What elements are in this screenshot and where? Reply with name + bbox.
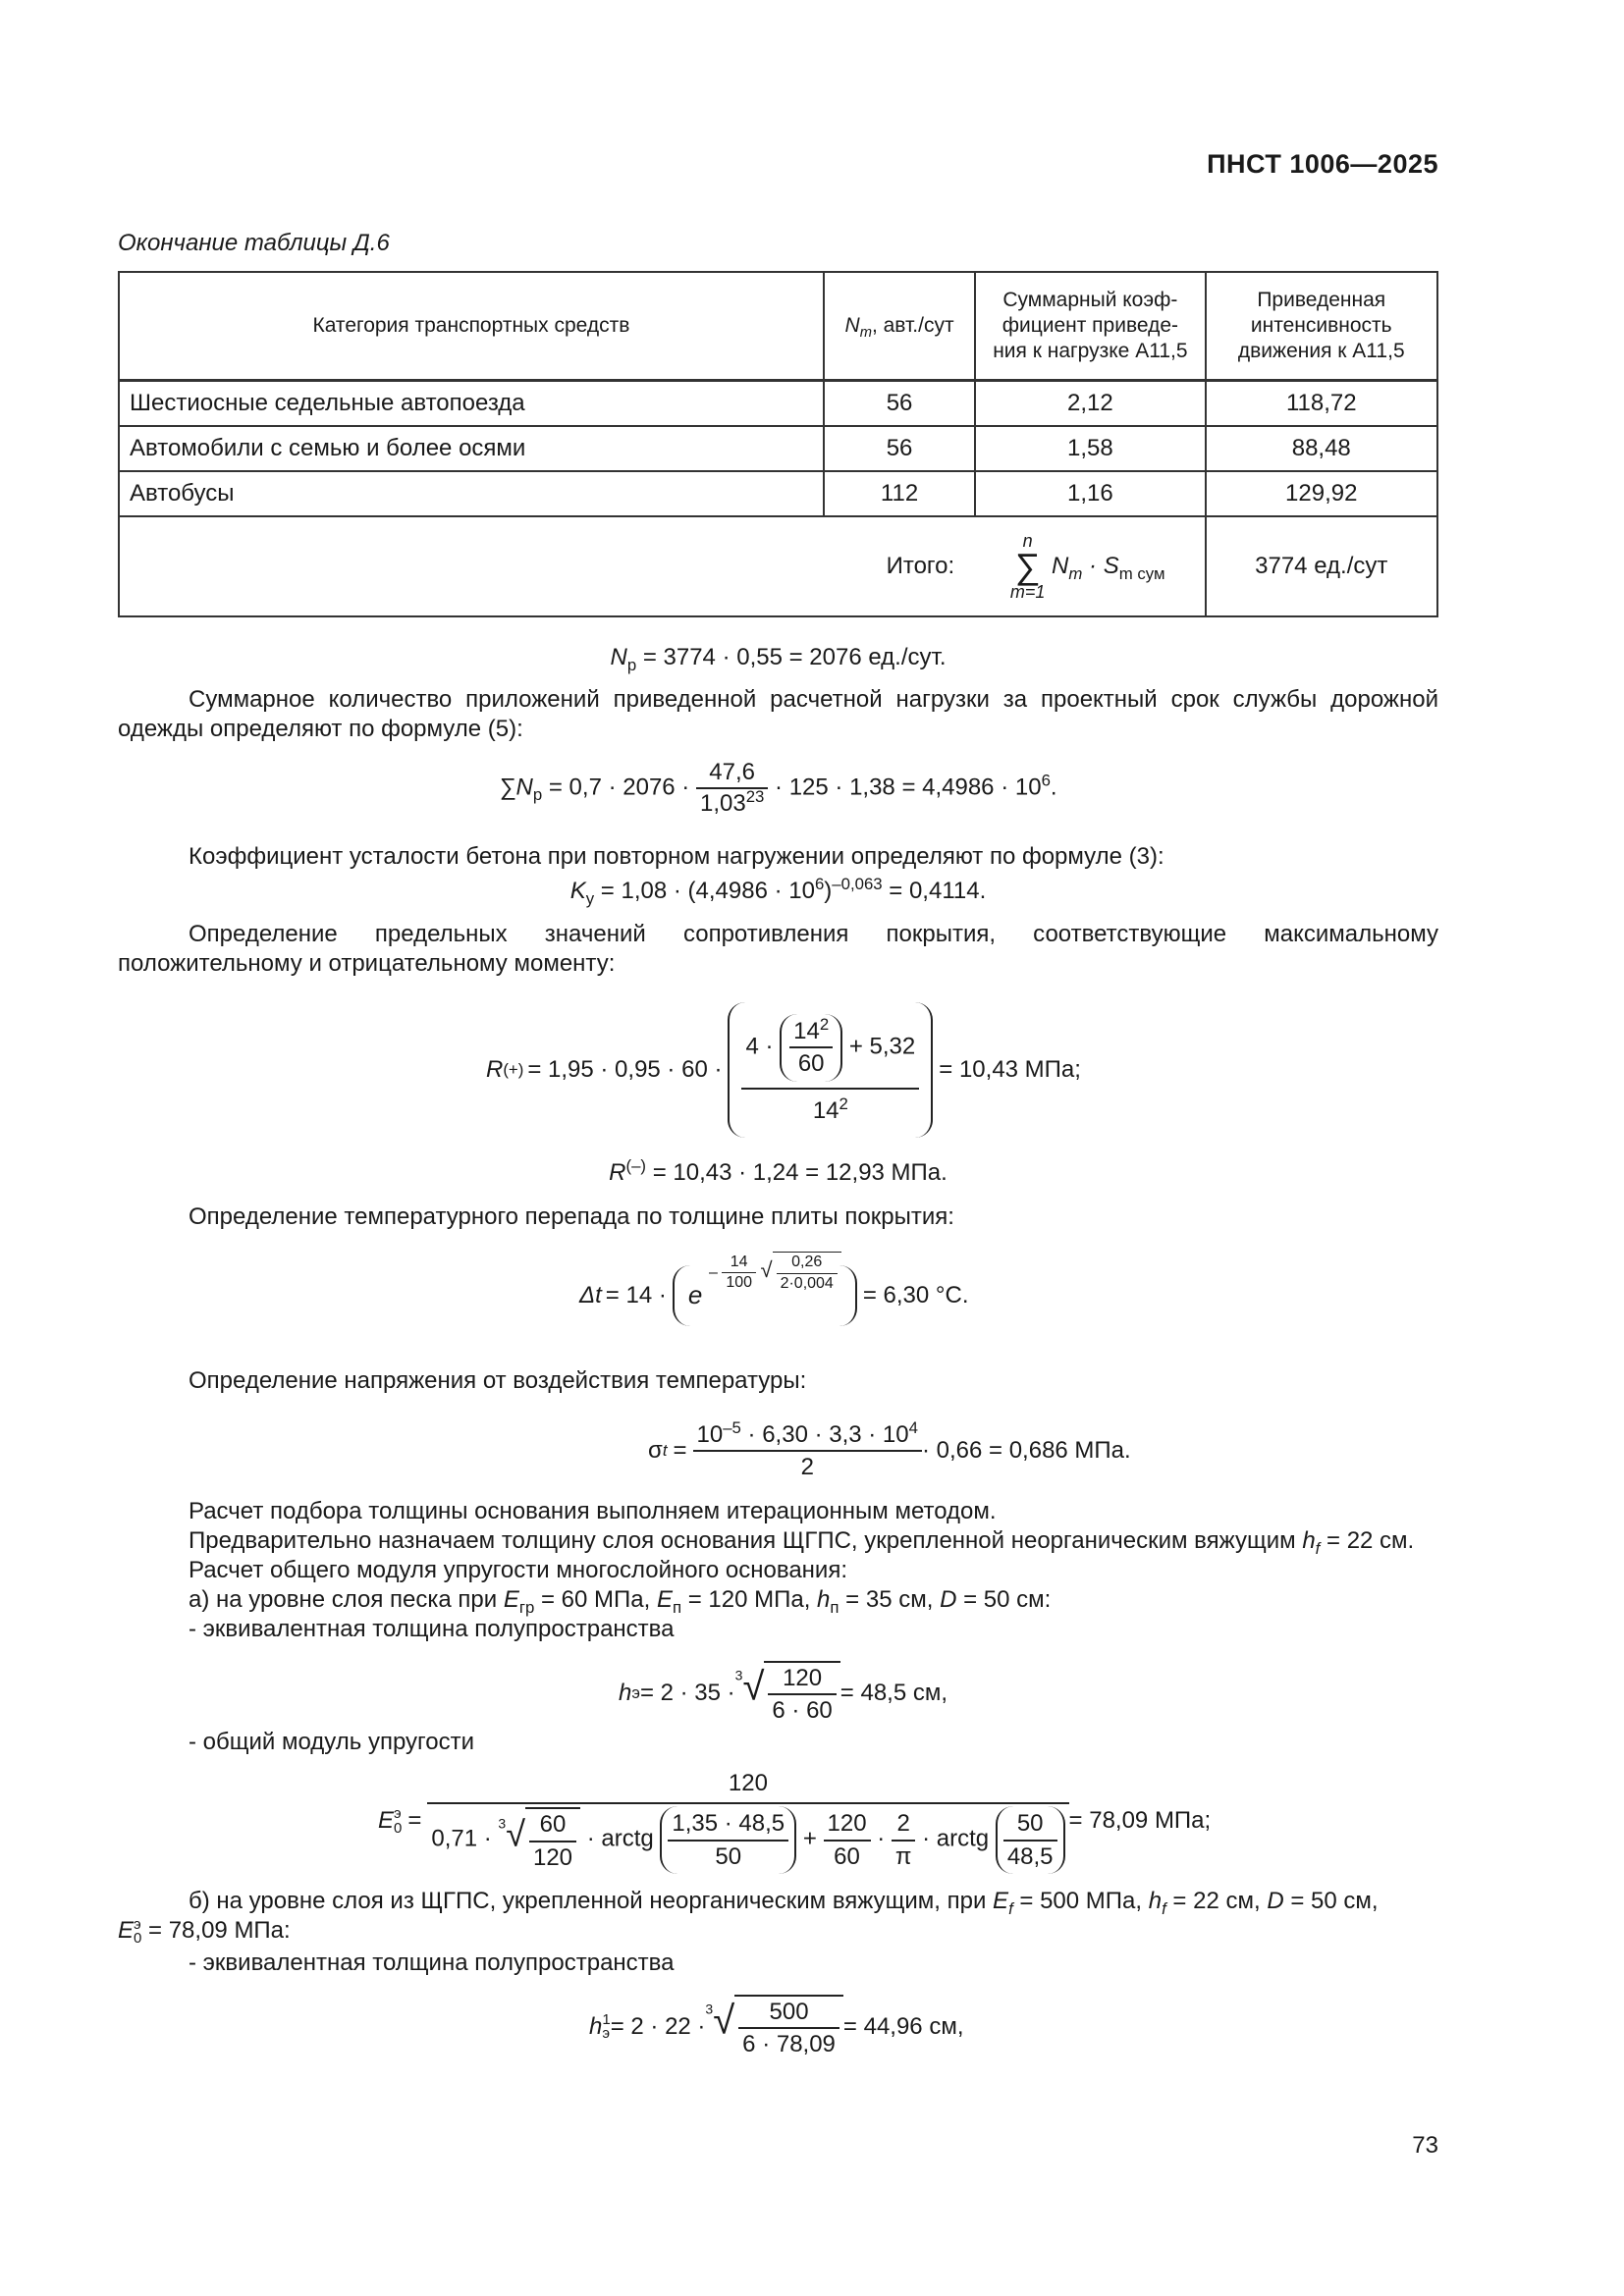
cell-category: Автомобили с семью и более осями xyxy=(119,426,824,471)
table-row xyxy=(119,426,1437,471)
table-header-row xyxy=(119,272,1437,381)
total-formula: $N_m \cdot S_{m сум}$ xyxy=(1052,553,1165,584)
eq-np: $N_р = 3774 \cdot 0,55 = 2076$ ед./сут. xyxy=(610,644,947,674)
paragraph-13: - эквивалентная толщина полупространства xyxy=(189,1949,675,1976)
standard-code: ПНСТ 1006—2025 xyxy=(1207,149,1438,179)
eq-h-e: h э = 2 · 35 · $^3$√ $\frac{120}{6 \cdot 60}$ = 48,5 см, xyxy=(619,1654,947,1733)
paragraph-11: - общий модуль упругости xyxy=(189,1729,474,1755)
paragraph-10: - эквивалентная толщина полупространства xyxy=(189,1616,675,1642)
eq-ky: $K_у = 1,08 \cdot (4,4986 \cdot 10^6)^{-0,063} = 0,4114$. xyxy=(569,875,987,908)
cell-intensity: 129,92 xyxy=(1206,471,1438,516)
paragraph-8: Расчет общего модуля упругости многослойного основания: xyxy=(189,1557,847,1583)
table-total-row xyxy=(119,516,1437,616)
cell-category: Шестиосные седельные автопоезда xyxy=(119,381,824,427)
sum-symbol: n ∑ m=1 xyxy=(1009,531,1046,602)
paragraph-12-cont: E э 0 = 78,09 МПа: xyxy=(118,1915,291,1947)
cell-nm: 56 xyxy=(824,381,975,427)
paragraph-12: б) на уровне слоя из ЩГПС, укрепленной неорганическим вяжущим, при $E_f = 500$ МПа, $h_f = 22$ см, D = 50 см, xyxy=(189,1888,1379,1918)
eq-delta-t: Δt = 14 · e – $\frac{14}{100}$ √ $\frac{0,26}{2\cdot 0,004}$ = 6,30 °C. xyxy=(579,1242,969,1350)
table-caption: Окончание таблицы Д.6 xyxy=(118,230,390,256)
cell-nm: 56 xyxy=(824,426,975,471)
paragraph-1: Суммарное количество приложений приведенной расчетной нагрузки за проектный срок службы дорожной одежды определяют по формуле (5): xyxy=(118,686,1438,742)
header-intensity: Приведенная интенсивность движения к А11,5 xyxy=(1206,272,1438,381)
cell-coef: 2,12 xyxy=(975,381,1205,427)
cell-nm: 112 xyxy=(824,471,975,516)
paragraph-4: Определение температурного перепада по толщине плиты покрытия: xyxy=(189,1203,954,1230)
header-nm: $N_m$, авт./сут xyxy=(824,272,975,381)
page-number: 73 xyxy=(1412,2132,1438,2159)
eq-sum-np: $\sum N_р = 0,7 \cdot 2076$ · $\frac{47,6}{1,03^{23}}$ · $125 \cdot 1,38 = 4,4986 \cdot 10^6$. xyxy=(499,759,1057,817)
eq-e0: E э 0 = 120 0,71 · $^3$√ $\frac{60}{120}$ · arctg $\frac{1,35 \cdot 48,5}{50}$ + $\frac{120}{60}$ · $\frac{2}{\pi}$ · arctg $\frac{50}{48,5}$ = 78,09 МПа; xyxy=(378,1767,1211,1875)
eq-r-plus: R (+) = 1,95 · 0,95 · 60 · 4 · $\frac{14^2}{60}$ + 5,32 $14^2$ = 10,43 МПа; xyxy=(486,987,1081,1153)
paragraph-9: а) на уровне слоя песка при $E_{гр} = 60$ МПа, $E_п = 120$ МПа, $h_п = 35$ см, D = 50 см: xyxy=(189,1586,1052,1617)
header-category: Категория транспортных средств xyxy=(119,272,824,381)
paragraph-5: Определение напряжения от воздействия температуры: xyxy=(189,1367,807,1394)
paragraph-6: Расчет подбора толщины основания выполняем итерационным методом. xyxy=(189,1498,997,1524)
paragraph-7: Предварительно назначаем толщину слоя основания ЩГПС, укрепленной неорганическим вяжущим $h_f = 22$ см. xyxy=(189,1527,1415,1558)
header-coef: Суммарный коэф-фициент приведе-ния к нагрузке А11,5 xyxy=(975,272,1205,381)
cell-intensity: 88,48 xyxy=(1206,426,1438,471)
cell-coef: 1,16 xyxy=(975,471,1205,516)
cell-intensity: 118,72 xyxy=(1206,381,1438,427)
bracket-group: 4 · $\frac{14^2}{60}$ + 5,32 $14^2$ xyxy=(728,1002,933,1138)
table-row xyxy=(119,471,1437,516)
eq-h-e1: h 1 э = 2 · 22 · $^3$√ $\frac{500}{6 \cdot 78,09}$ = 44,96 см, xyxy=(589,1988,963,2066)
cell-category: Автобусы xyxy=(119,471,824,516)
eq-sigma-t: σ t = $\frac{10^{-5} \cdot 6,30 \cdot 3,3 \cdot 10^4}{2}$ · 0,66 = 0,686 МПа. xyxy=(648,1412,1131,1490)
paragraph-2: Коэффициент усталости бетона при повторном нагружении определяют по формуле (3): xyxy=(189,843,1164,870)
cell-coef: 1,58 xyxy=(975,426,1205,471)
total-label: Итого: xyxy=(886,553,955,580)
paragraph-3: Определение предельных значений сопротивления покрытия, соответствующие максимальному положительному и отрицательному моменту: xyxy=(118,921,1438,977)
table-row xyxy=(119,381,1437,427)
eq-r-minus: R(–) = 10,43 · 1,24 = 12,93 МПа. xyxy=(609,1156,947,1186)
total-label-cell xyxy=(119,516,1206,616)
document-page xyxy=(118,0,1438,2296)
total-value: 3774 ед./сут xyxy=(1206,516,1438,616)
vehicle-table xyxy=(118,271,1438,617)
